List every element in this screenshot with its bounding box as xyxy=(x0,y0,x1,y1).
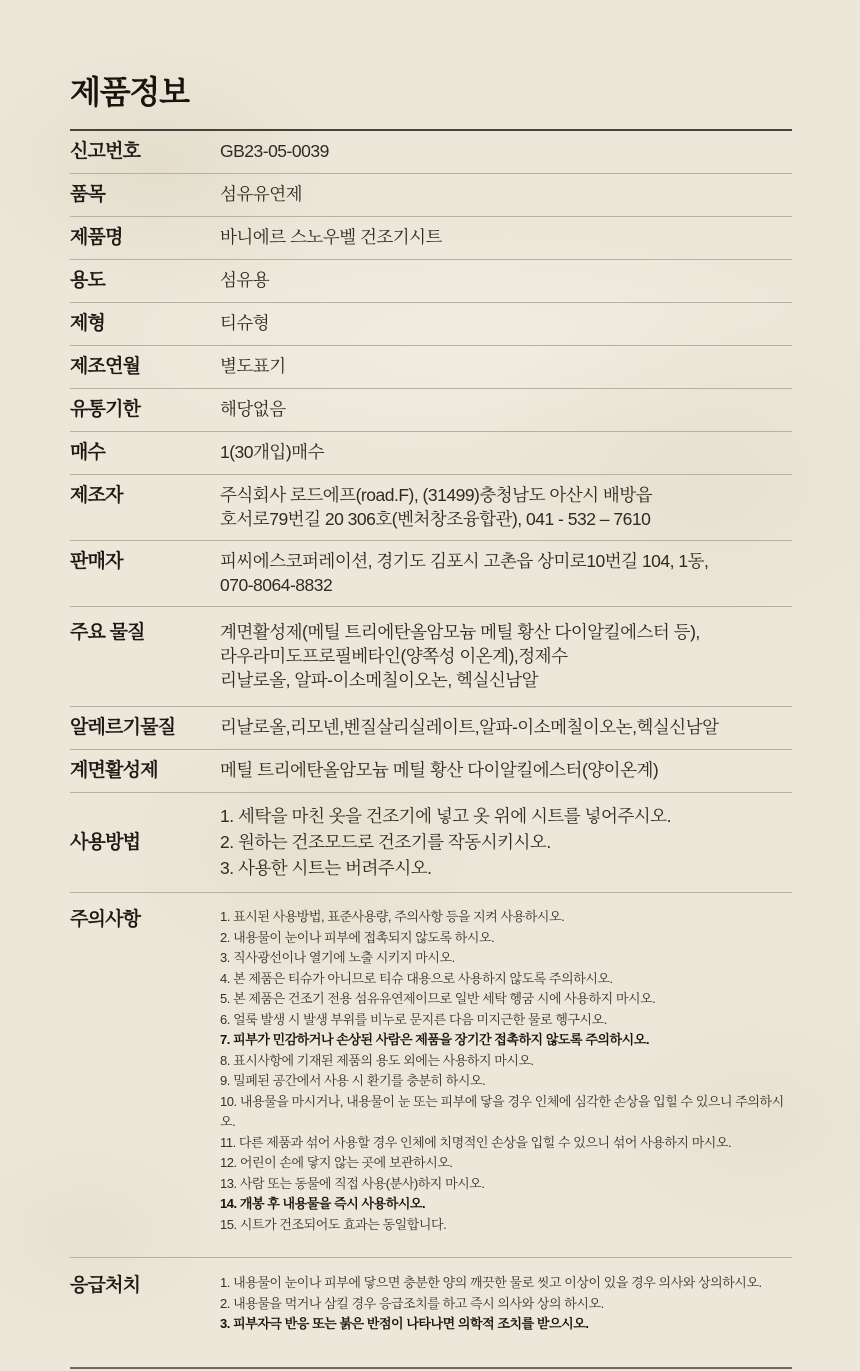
table-row xyxy=(70,302,792,345)
row-label: 사용방법 xyxy=(70,831,141,853)
row-value xyxy=(220,1273,792,1335)
row-label: 알레르기물질 xyxy=(70,717,176,738)
row-value-line: 2. 원하는 건조모드로 건조기를 작동시키시오. xyxy=(220,832,551,852)
row-label: 계면활성제 xyxy=(70,760,158,781)
row-value-line: 계면활성제(메틸 트리에탄올암모늄 메틸 황산 다이알킬에스터 등), xyxy=(220,622,700,642)
row-label: 품목 xyxy=(70,184,106,205)
row-label: 용도 xyxy=(70,270,106,291)
row-value-line: 13. 사람 또는 동물에 직접 사용(분사)하지 마시오. xyxy=(220,1175,485,1191)
row-label: 주요 물질 xyxy=(70,622,145,643)
table-row xyxy=(70,259,792,302)
row-value xyxy=(220,311,792,336)
row-value-line: 1. 표시된 사용방법, 표준사용량, 주의사항 등을 지켜 사용하시오. xyxy=(220,909,565,924)
row-value-line: 8. 표시사항에 기재된 제품의 용도 외에는 사용하지 마시오. xyxy=(220,1052,534,1068)
row-value-line: 주식회사 로드에프(road.F), (31499)충청남도 아산시 배방읍 xyxy=(220,485,653,505)
row-value xyxy=(220,354,792,379)
row-label: 제형 xyxy=(70,313,106,334)
table-row xyxy=(70,345,792,388)
row-label: 제품명 xyxy=(70,227,123,248)
row-value-line: 해당없음 xyxy=(220,399,286,419)
row-value-line: 14. 개봉 후 내용물을 즉시 사용하시오. xyxy=(220,1196,426,1211)
row-value-line: 별도표기 xyxy=(220,356,286,376)
row-label: 제조자 xyxy=(70,485,123,506)
row-value-line: 11. 다른 제품과 섞어 사용할 경우 인체에 치명적인 손상을 입힐 수 있으니 섞어 사용하지 마시오. xyxy=(220,1134,732,1150)
row-label: 응급처치 xyxy=(70,1275,141,1296)
row-label: 판매자 xyxy=(70,551,123,572)
row-value-line: 섬유유연제 xyxy=(220,184,303,204)
row-value-line: 리날로올,리모넨,벤질살리실레이트,알파-이소메칠이오논,헥실신남알 xyxy=(220,717,719,737)
table-row xyxy=(70,892,792,1257)
row-value xyxy=(220,483,792,531)
table-row xyxy=(70,1257,792,1367)
row-value-line: 5. 본 제품은 건조기 전용 섬유유연제이므로 일반 세탁 헹굼 시에 사용하지 마시오. xyxy=(220,991,656,1006)
table-row xyxy=(70,474,792,540)
row-value xyxy=(220,268,792,293)
row-value-line: 3. 피부자극 반응 또는 붉은 반점이 나타나면 의학적 조치를 받으시오. xyxy=(220,1316,589,1331)
row-label: 제조연월 xyxy=(70,356,141,377)
table-row xyxy=(70,131,792,173)
row-value-line: 12. 어린이 손에 닿지 않는 곳에 보관하시오. xyxy=(220,1155,453,1170)
row-value-line: 1(30개입)매수 xyxy=(220,442,324,462)
row-value-line: 070-8064-8832 xyxy=(220,575,333,595)
row-value-line: 리날로올, 알파-이소메칠이오논, 헥실신남알 xyxy=(220,670,539,690)
table-row xyxy=(70,706,792,749)
row-value xyxy=(220,139,792,164)
row-label: 신고번호 xyxy=(70,141,141,162)
row-value xyxy=(220,182,792,207)
table-row xyxy=(70,173,792,216)
table-row xyxy=(70,388,792,431)
row-value-line: 섬유용 xyxy=(220,270,270,290)
row-value xyxy=(220,715,792,740)
row-value-line: 바니에르 스노우벨 건조기시트 xyxy=(220,227,442,247)
row-value-line: 15. 시트가 건조되어도 효과는 동일합니다. xyxy=(220,1216,447,1232)
row-value-line: 티슈형 xyxy=(220,313,270,333)
row-value xyxy=(220,549,792,597)
row-value-line: 3. 사용한 시트는 버려주시오. xyxy=(220,858,432,878)
row-value xyxy=(220,907,792,1235)
row-value xyxy=(220,225,792,250)
table-row xyxy=(70,792,792,892)
row-value-line: 호서로79번길 20 306호(벤처창조융합관), 041 - 532 – 7610 xyxy=(220,509,651,529)
row-value-line: GB23-05-0039 xyxy=(220,141,329,161)
row-value-line: 라우라미도프로필베타인(양쪽성 이온계),정제수 xyxy=(220,646,568,666)
table-row xyxy=(70,216,792,259)
row-label: 주의사항 xyxy=(70,909,141,930)
row-value xyxy=(220,803,792,881)
row-value-line: 피씨에스코퍼레이션, 경기도 김포시 고촌읍 상미로10번길 104, 1동, xyxy=(220,551,709,571)
row-label: 유통기한 xyxy=(70,399,141,420)
row-value-line: 6. 얼룩 발생 시 발생 부위를 비누로 문지른 다음 미지근한 물로 헹구시오. xyxy=(220,1011,607,1027)
product-info-table xyxy=(70,129,792,1369)
row-label: 매수 xyxy=(70,442,106,463)
row-value-line: 4. 본 제품은 티슈가 아니므로 티슈 대용으로 사용하지 않도록 주의하시오. xyxy=(220,970,613,986)
page-title: 제품정보 xyxy=(70,74,189,110)
row-value-line: 1. 세탁을 마친 옷을 건조기에 넣고 옷 위에 시트를 넣어주시오. xyxy=(220,806,671,826)
row-value-line: 1. 내용물이 눈이나 피부에 닿으면 충분한 양의 깨끗한 물로 씻고 이상이 있을 경우 의사와 상의하시오. xyxy=(220,1275,762,1290)
table-row xyxy=(70,431,792,474)
row-value-line: 메틸 트리에탄올암모늄 메틸 황산 다이알킬에스터(양이온계) xyxy=(220,760,659,780)
product-info-sheet xyxy=(70,74,792,1369)
row-value xyxy=(220,620,792,692)
row-value-line: 10. 내용물을 마시거나, 내용물이 눈 또는 피부에 닿을 경우 인체에 심각한 손상을 입힐 수 있으니 주의하시오. xyxy=(220,1093,784,1129)
table-row xyxy=(70,606,792,706)
row-value-line: 2. 내용물을 먹거나 삼킬 경우 응급조치를 하고 즉시 의사와 상의 하시오. xyxy=(220,1295,604,1311)
row-value-line: 3. 직사광선이나 열기에 노출 시키지 마시오. xyxy=(220,950,455,965)
table-row xyxy=(70,749,792,792)
row-value-line: 9. 밀폐된 공간에서 사용 시 환기를 충분히 하시오. xyxy=(220,1073,486,1088)
row-value-line: 7. 피부가 민감하거나 손상된 사람은 제품을 장기간 접촉하지 않도록 주의하시오. xyxy=(220,1032,650,1047)
table-row xyxy=(70,540,792,606)
row-value xyxy=(220,397,792,422)
row-value-line: 2. 내용물이 눈이나 피부에 접촉되지 않도록 하시오. xyxy=(220,929,495,945)
row-value xyxy=(220,440,792,465)
row-value xyxy=(220,758,792,783)
